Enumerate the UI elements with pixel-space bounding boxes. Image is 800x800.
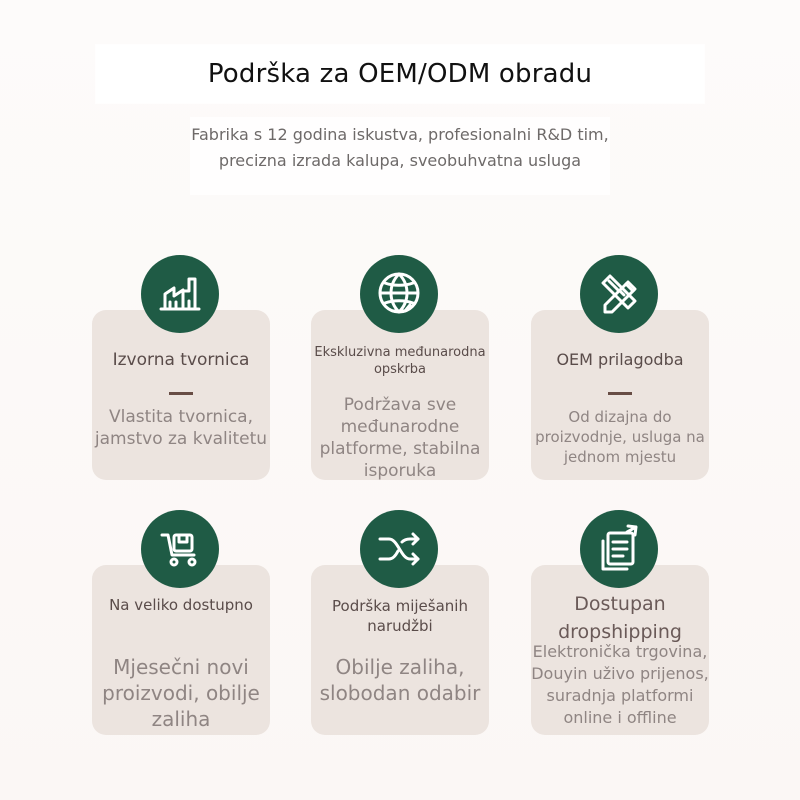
feature-title: OEM prilagodba — [556, 350, 684, 369]
feature-card-international-supply — [311, 310, 489, 480]
feature-description: Vlastita tvornica, jamstvo za kvalitetu — [94, 407, 268, 449]
feature-divider — [169, 392, 193, 395]
feature-description: Mjesečni novi proizvodi, obilje zaliha — [102, 655, 260, 731]
page-subtitle: Fabrika s 12 godina iskustva, profesionalni R&D tim, precizna izrada kalupa, sveobuhvatna usluga — [191, 125, 609, 170]
feature-description: Obilje zaliha, slobodan odabir — [319, 655, 481, 705]
feature-card-oem-customization — [531, 310, 709, 480]
globe-icon — [360, 255, 438, 333]
feature-card-mixed-orders — [311, 565, 489, 735]
feature-card-wholesale — [92, 565, 270, 735]
feature-description: Od dizajna do proizvodnje, usluga na jednom mjestu — [535, 408, 705, 466]
feature-title: Podrška miješanih narudžbi — [332, 597, 468, 635]
page-title: Podrška za OEM/ODM obradu — [207, 59, 593, 89]
feature-title: Izvorna tvornica — [112, 350, 250, 370]
feature-title: Ekskluzivna međunarodna opskrba — [314, 345, 486, 377]
feature-title: Dostupan dropshipping — [558, 593, 682, 643]
document-share-icon — [580, 510, 658, 588]
pencil-ruler-icon — [580, 255, 658, 333]
feature-card-dropshipping — [531, 565, 709, 735]
shuffle-icon — [360, 510, 438, 588]
factory-icon — [141, 255, 219, 333]
feature-description: Podržava sve međunarodne platforme, stabilna isporuka — [319, 395, 481, 481]
feature-title: Na veliko dostupno — [109, 596, 253, 614]
feature-card-original-factory — [92, 310, 270, 480]
feature-description: Elektronička trgovina, Douyin uživo prijenos, suradnja platformi online i offline — [531, 642, 709, 727]
feature-divider — [608, 392, 632, 395]
title-banner — [96, 45, 704, 103]
cart-icon — [141, 510, 219, 588]
